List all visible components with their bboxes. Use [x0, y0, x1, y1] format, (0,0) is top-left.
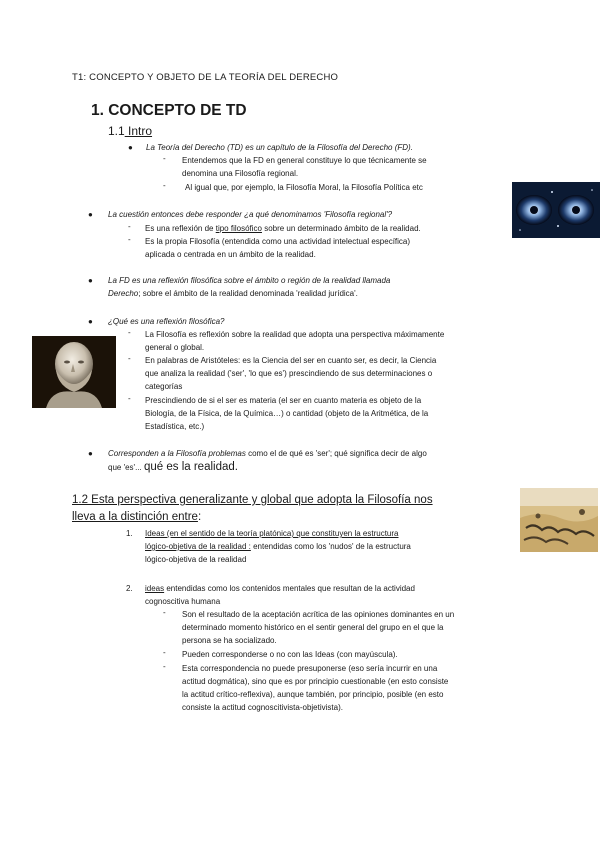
eyes-image — [512, 182, 600, 238]
dash-marker: - — [163, 154, 166, 163]
bullet-2-dash-2a: Es la propia Filosofía (entendida como una actividad intelectual específica) — [145, 237, 411, 246]
numbered-item-1-line-3: lógico-objetiva de la realidad — [145, 555, 247, 564]
bullet-2-dash-2b: aplicada o centrada en un ámbito de la realidad. — [145, 250, 316, 259]
subsection-1-2-colon: : — [197, 511, 202, 523]
bullet-2-dash-1-underlined: tipo filosófico — [215, 224, 262, 233]
bullet-4-question: ¿Qué es una reflexión filosófica? — [108, 317, 225, 326]
bullet-3-rest: ; sobre el ámbito de la realidad denominada 'realidad jurídica'. — [138, 289, 358, 298]
bullet-4-dash-3b: Biología, de la Física, de la Química…) o cantidad (objeto de la Aritmética, de la — [145, 409, 429, 418]
topic-title: T1: CONCEPTO Y OBJETO DE LA TEORÍA DEL DERECHO — [72, 72, 339, 83]
bullet-2-dash-1-pre: Es una reflexión de — [145, 224, 216, 233]
dash-marker: - — [128, 354, 131, 363]
numbered-item-2-dash-3d: consiste la actitud cognoscitivista-objetivista). — [182, 703, 343, 712]
dash-marker: - — [163, 648, 166, 657]
bullet-5-italic: Corresponden a la Filosofía problemas — [108, 449, 246, 458]
dash-marker: - — [128, 222, 131, 231]
bullet-1-dash-1b: denomina una Filosofía regional. — [182, 169, 299, 178]
bullet-5-line-1 — [108, 447, 427, 460]
bullet-3-line-2 — [108, 287, 358, 300]
dash-marker: - — [163, 608, 166, 617]
bullet-5-line-2-start: que 'es'... — [108, 463, 144, 472]
bullet-4-dash-2a: En palabras de Aristóteles: es la Ciencia del ser en cuanto ser, es decir, la Ciencia — [145, 356, 437, 365]
bullet-1-dash-2: Al igual que, por ejemplo, la Filosofía Moral, la Filosofía Política etc — [185, 183, 423, 192]
bullet-1-dash-1a: Entendemos que la FD en general constituye lo que técnicamente se — [182, 156, 427, 165]
bullet-3-line-1: La FD es una reflexión filosófica sobre el ámbito o región de la realidad llamada — [108, 276, 391, 285]
desert-landscape-image — [520, 488, 598, 552]
subsection-1-1-number: 1.1 — [108, 124, 125, 138]
numbered-item-1-rest: entendidas como los 'nudos' de la estructura — [250, 542, 411, 551]
numbered-item-2-rest: entendidas como los contenidos mentales que resultan de la actividad — [164, 584, 415, 593]
bullet-1-text: La Teoría del Derecho (TD) es un capítulo de la Filosofía del Derecho (FD). — [146, 143, 413, 152]
dash-marker: - — [128, 235, 131, 244]
numbered-item-1-line-1: Ideas (en el sentido de la teoría platónica) que constituyen la estructura — [145, 529, 399, 538]
bullet-marker: ● — [128, 143, 133, 152]
bullet-2-text: La cuestión entonces debe responder ¿a qué denominamos 'Filosofía regional'? — [108, 210, 393, 219]
numbered-item-2-dash-3b: actitud dogmática), sino que es por principio cuestionable (en esto consiste — [182, 677, 449, 686]
bullet-4-dash-1a: La Filosofía es reflexión sobre la realidad que adopta una perspectiva máximamente — [145, 330, 445, 339]
bullet-marker: ● — [88, 449, 93, 458]
bullet-3-italic: Derecho — [108, 289, 139, 298]
subsection-1-2-heading — [72, 492, 492, 526]
bullet-marker: ● — [88, 317, 93, 326]
bullet-marker: ● — [88, 210, 93, 219]
subsection-1-2-line-1: 1.2 Esta perspectiva generalizante y global que adopta la Filosofía nos — [72, 494, 433, 506]
bullet-5-line-2 — [108, 460, 238, 475]
bullet-5-line-2-large: qué es la realidad. — [143, 461, 238, 473]
bullet-2-dash-1 — [145, 222, 421, 235]
numbered-item-2-dash-3a: Esta correspondencia no puede presuponerse (eso sería incurrir en una — [182, 664, 438, 673]
numbered-item-2-dash-1a: Son el resultado de la aceptación acrítica de las opiniones dominantes en un — [182, 610, 455, 619]
numbered-item-2-dash-1c: persona se ha socializado. — [182, 636, 277, 645]
subsection-1-2-line-2: lleva a la distinción entre — [72, 511, 198, 523]
numbered-item-1-line-2 — [145, 540, 411, 553]
subsection-1-1-title: Intro — [124, 124, 153, 138]
numbered-item-2-dash-3c: la actitud crítico-reflexiva), aunque también, por principio, posible (en esto — [182, 690, 444, 699]
dash-marker: - — [163, 662, 166, 671]
bullet-4-dash-3c: Estadística, etc.) — [145, 422, 205, 431]
subsection-1-1 — [108, 124, 152, 138]
dash-marker: - — [128, 394, 131, 403]
bullet-4-dash-2b: que analiza la realidad ('ser', 'lo que es') prescindiendo de sus determinaciones o — [145, 369, 433, 378]
numbered-item-2-underlined: ideas — [145, 584, 165, 593]
numbered-item-2-line-1 — [145, 582, 415, 595]
bullet-4-dash-1b: general o global. — [145, 343, 205, 352]
bullet-4-dash-3a: Prescindiendo de si el ser es materia (el ser en cuanto materia es objeto de la — [145, 396, 422, 405]
numbered-item-2-number: 2. — [126, 584, 133, 593]
section-heading: 1. CONCEPTO DE TD — [91, 102, 247, 119]
numbered-item-2-line-2: cognoscitiva humana — [145, 597, 221, 606]
dash-marker: - — [163, 181, 166, 190]
bullet-2-dash-1-post: sobre un determinado ámbito de la realidad. — [261, 224, 421, 233]
numbered-item-2-dash-1b: determinado momento histórico en el sentir general del grupo en el que la — [182, 623, 444, 632]
bullet-marker: ● — [88, 276, 93, 285]
dash-marker: - — [128, 328, 131, 337]
numbered-item-2-dash-2: Pueden corresponderse o no con las Ideas (con mayúscula). — [182, 650, 398, 659]
numbered-item-1-underlined: lógico-objetiva de la realidad : — [145, 542, 251, 551]
bullet-5-rest: como el de qué es 'ser'; qué significa decir de algo — [245, 449, 427, 458]
aristotle-bust-image — [32, 336, 116, 408]
numbered-item-1-number: 1. — [126, 529, 133, 538]
bullet-4-dash-2c: categorías — [145, 382, 183, 391]
